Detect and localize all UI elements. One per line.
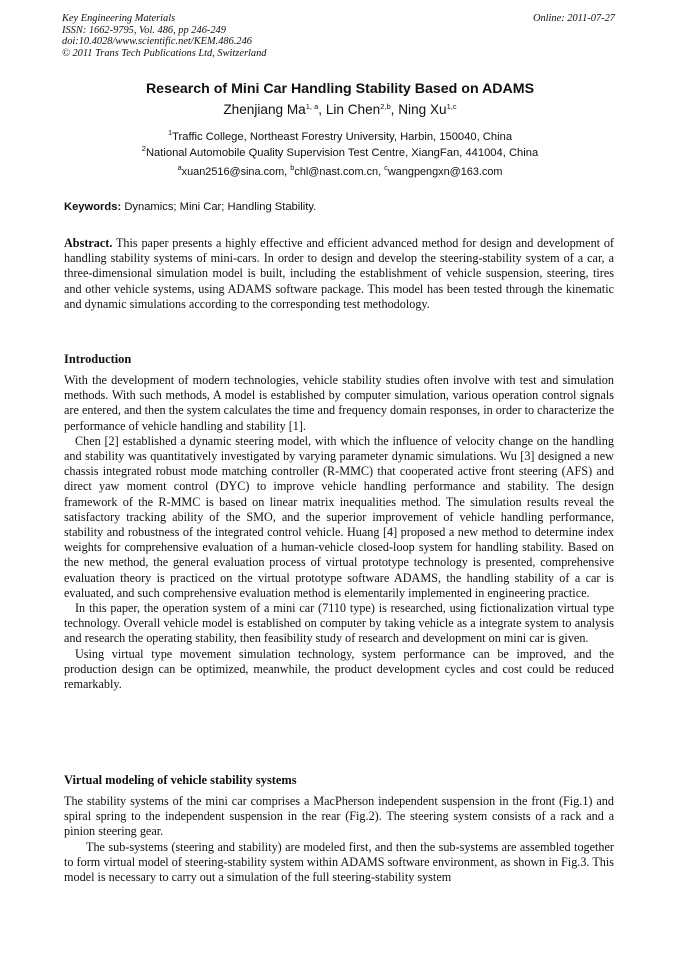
- paragraph: The sub-systems (steering and stability) are modeled first, and then the sub-systems are assembled together to form virtual model of steering-stability system within ADAMS software environment, as shown in Fig.3. This model is necessary to carry out a simulation of the full steering-stability system: [64, 839, 614, 885]
- doi-line: doi:10.4028/www.scientific.net/KEM.486.246: [62, 36, 252, 48]
- abstract: [64, 236, 614, 312]
- paragraph: Chen [2] established a dynamic steering model, with which the influence of velocity change on the handling and stability was quantitatively investigated by varying parameter dynamic simulations. Wu [3] designed a new chassis integrated robust mode matching controller (R-MMC) that cooperated active front steering (AFS) and direct yaw moment control (DYC) to improve vehicle handling performance and stability. The design framework of the R-MMC is based on linear matrix inequalities method. The simulation results reveal the satisfactory tracking ability of the SMO, and the superior improvement of vehicle handling performance, stability and robustness of the integrated control vehicle. Huang [4] proposed a new method to determine index weights for comprehensive evaluation of a human-vehicle closed-loop system for handling stability. Based on the new method, the general evaluation process of virtual prototype technology is presented, comprehensive evaluation theory is practiced on the virtual prototype software ADAMS, the handling stability of a car is evaluated, and such comprehensive evaluation method is elementarily implemented in engineering practice.: [64, 433, 614, 600]
- email-separator: ,: [378, 166, 385, 178]
- author-name: Zhenjiang Ma: [223, 102, 306, 117]
- affiliation-text: National Automobile Quality Supervision Test Centre, XiangFan, 441004, China: [145, 147, 539, 159]
- affiliation-list: [62, 129, 618, 161]
- author-name: Lin Chen: [325, 102, 381, 117]
- author-separator: ,: [318, 102, 326, 117]
- paragraph: In this paper, the operation system of a mini car (7110 type) is researched, using fictionalization virtual type technology. Overall vehicle model is established on computer by taking vehicle as a integrate system to analysis and research the operating stability, then feasibility study of research and development on mini car is given.: [64, 601, 614, 646]
- email-address: xuan2516@sina.com: [181, 166, 285, 178]
- journal-header: [62, 13, 618, 59]
- affiliation: [62, 129, 618, 145]
- author-affiliation-mark: 1,c: [446, 102, 457, 111]
- keywords-label: Keywords:: [64, 201, 122, 213]
- author-name: Ning Xu: [398, 102, 447, 117]
- journal-name: Key Engineering Materials: [62, 13, 176, 24]
- author-affiliation-mark: 2,b: [380, 102, 391, 111]
- email-mark: c: [384, 163, 388, 172]
- affiliation-text: Traffic College, Northeast Forestry University, Harbin, 150040, China: [172, 131, 513, 143]
- paragraph: Using virtual type movement simulation technology, system performance can be improved, and the production design can be optimized, meanwhile, the product development cycles and cost could be reduced remarkably.: [64, 646, 614, 692]
- introduction-body: [64, 373, 614, 692]
- author-affiliation-mark: 1, a: [305, 102, 319, 111]
- copyright-line: © 2011 Trans Tech Publications Ltd, Switzerland: [62, 47, 267, 59]
- keywords-text: Dynamics; Mini Car; Handling Stability.: [124, 201, 317, 213]
- introduction-heading: Introduction: [64, 352, 132, 366]
- email-address: wangpengxn@163.com: [387, 166, 503, 178]
- author-separator: ,: [390, 102, 399, 117]
- section-body: [64, 794, 614, 885]
- paper-title: Research of Mini Car Handling Stability Based on ADAMS: [145, 81, 535, 97]
- abstract-label: Abstract.: [64, 236, 113, 250]
- online-date: Online: 2011-07-27: [532, 13, 615, 24]
- abstract-text: This paper presents a highly effective and efficient advanced method for design and development of handling stability systems of mini-cars. In order to design and develop the steering-stability system of a car, a three-dimensional simulation model is built, including the establishment of vehicle suspension, steering, tires and other vehicle systems, using ADAMS software package. This model has been tested through the kinematic and dynamic simulations according to the corresponding test methodology.: [64, 236, 614, 311]
- email-address: chl@nast.com.cn: [294, 166, 379, 178]
- affiliation: [62, 145, 618, 161]
- section-heading: Virtual modeling of vehicle stability systems: [64, 773, 297, 787]
- email-list: [62, 163, 618, 178]
- email-separator: ,: [284, 166, 291, 178]
- email-mark: b: [290, 163, 295, 172]
- email-mark: a: [177, 163, 182, 172]
- author-list: [62, 102, 618, 117]
- paragraph: With the development of modern technologies, vehicle stability studies often involve with test and simulation methods. With such methods, A model is established by computer simulation, various operation control signals are entered, and then the system calculates the time and frequency domain responses, in order to characterize the performance of vehicle handling and stability [1].: [64, 373, 614, 433]
- affiliation-mark: 2: [141, 144, 146, 153]
- issn-line: ISSN: 1662-9795, Vol. 486, pp 246-249: [62, 24, 226, 36]
- paragraph: The stability systems of the mini car comprises a MacPherson independent suspension in the front (Fig.1) and spiral spring to the independent suspension in the rear (Fig.2). The steering system consists of a rack and a pinion steering gear.: [64, 794, 614, 839]
- affiliation-mark: 1: [167, 128, 173, 137]
- keywords: [64, 201, 620, 213]
